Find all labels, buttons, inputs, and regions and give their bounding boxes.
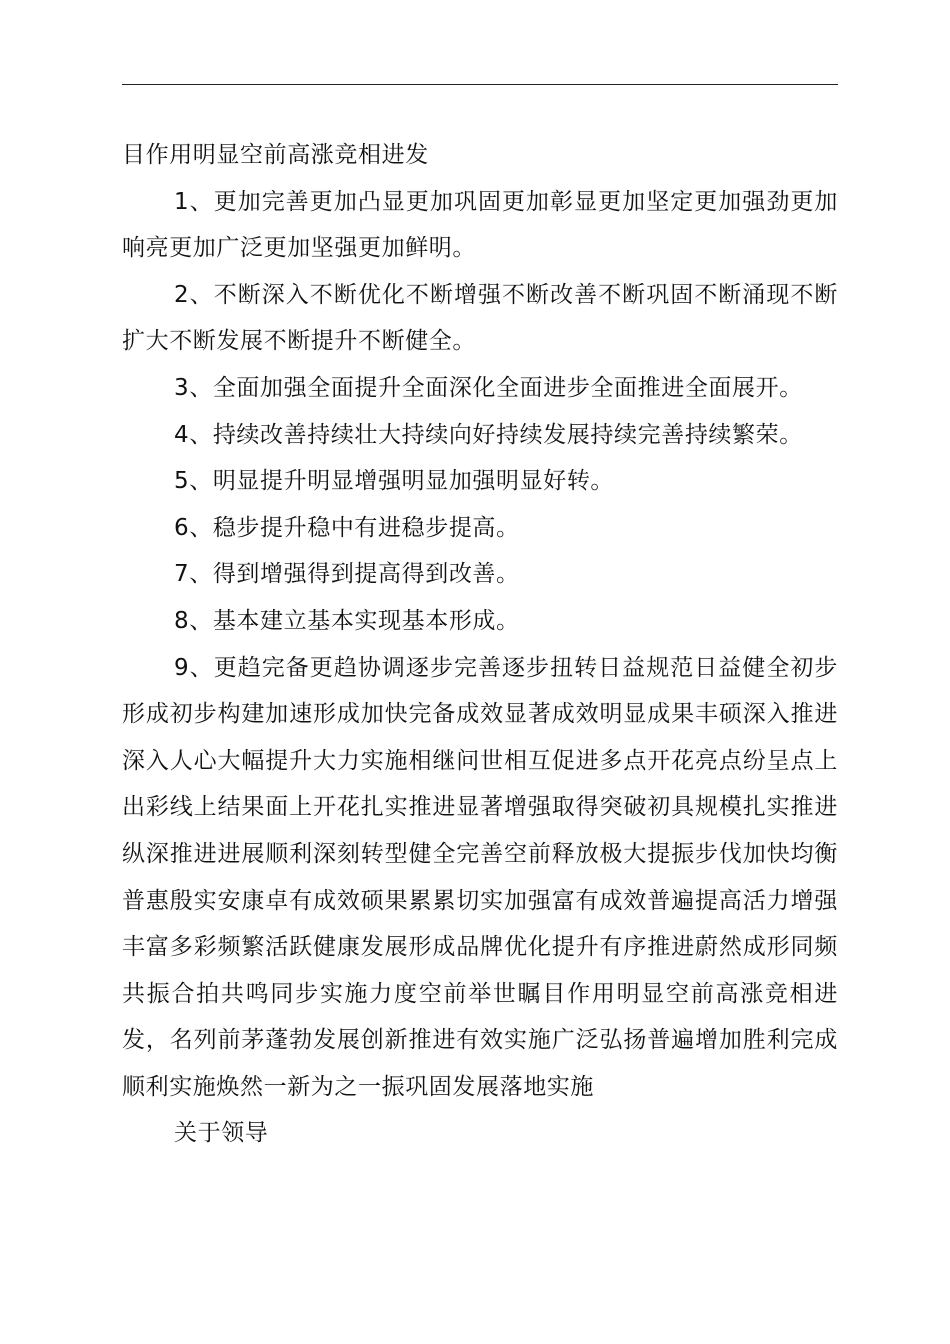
paragraph-item-7: 7、得到增强得到提高得到改善。: [174, 561, 520, 588]
paragraph-item-8: 8、基本建立基本实现基本形成。: [174, 607, 520, 634]
paragraph-item-1: 1、更加完善更加凸显更加巩固更加彰显更加坚定更加强劲更加响亮更加广泛更加坚强更加鲜明。: [122, 188, 838, 262]
paragraph-continuation: 目作用明显空前高涨竞相进发: [122, 142, 429, 168]
paragraph-item-3: 3、全面加强全面提升全面深化全面进步全面推进全面展开。: [174, 374, 803, 401]
paragraph-item-6: 6、稳步提升稳中有进稳步提高。: [174, 514, 520, 541]
paragraph-item-5: 5、明显提升明显增强明显加强明显好转。: [174, 468, 615, 495]
paragraph-item-2: 2、不断深入不断优化不断增强不断改善不断巩固不断涌现不断扩大不断发展不断提升不断健全。: [122, 281, 838, 355]
paragraph-item-4: 4、持续改善持续壮大持续向好持续发展持续完善持续繁荣。: [174, 421, 803, 448]
header-rule: [122, 84, 838, 85]
paragraph-section-heading: 关于领导: [174, 1120, 269, 1147]
document-body: [122, 132, 838, 1157]
paragraph-item-9: 9、更趋完备更趋协调逐步完善逐步扭转日益规范日益健全初步形成初步构建加速形成加快完备成效显著成效明显成果丰硕深入推进深入人心大幅提升大力实施相继问世相互促进多点开花亮点纷呈点上出彩线上结果面上开花扎实推进显著增强取得突破初具规模扎实推进纵深推进进展顺利深刻转型健全完善空前释放极大提振步伐加快均衡普惠殷实安康卓有成效硕果累累切实加强富有成效普遍提高活力增强丰富多彩频繁活跃健康发展形成品牌优化提升有序推进蔚然成形同频共振合拍共鸣同步实施力度空前举世瞩目作用明显空前高涨竞相进发，名列前茅蓬勃发展创新推进有效实施广泛弘扬普遍增加胜利完成顺利实施焕然一新为之一振巩固发展落地实施: [122, 654, 838, 1100]
